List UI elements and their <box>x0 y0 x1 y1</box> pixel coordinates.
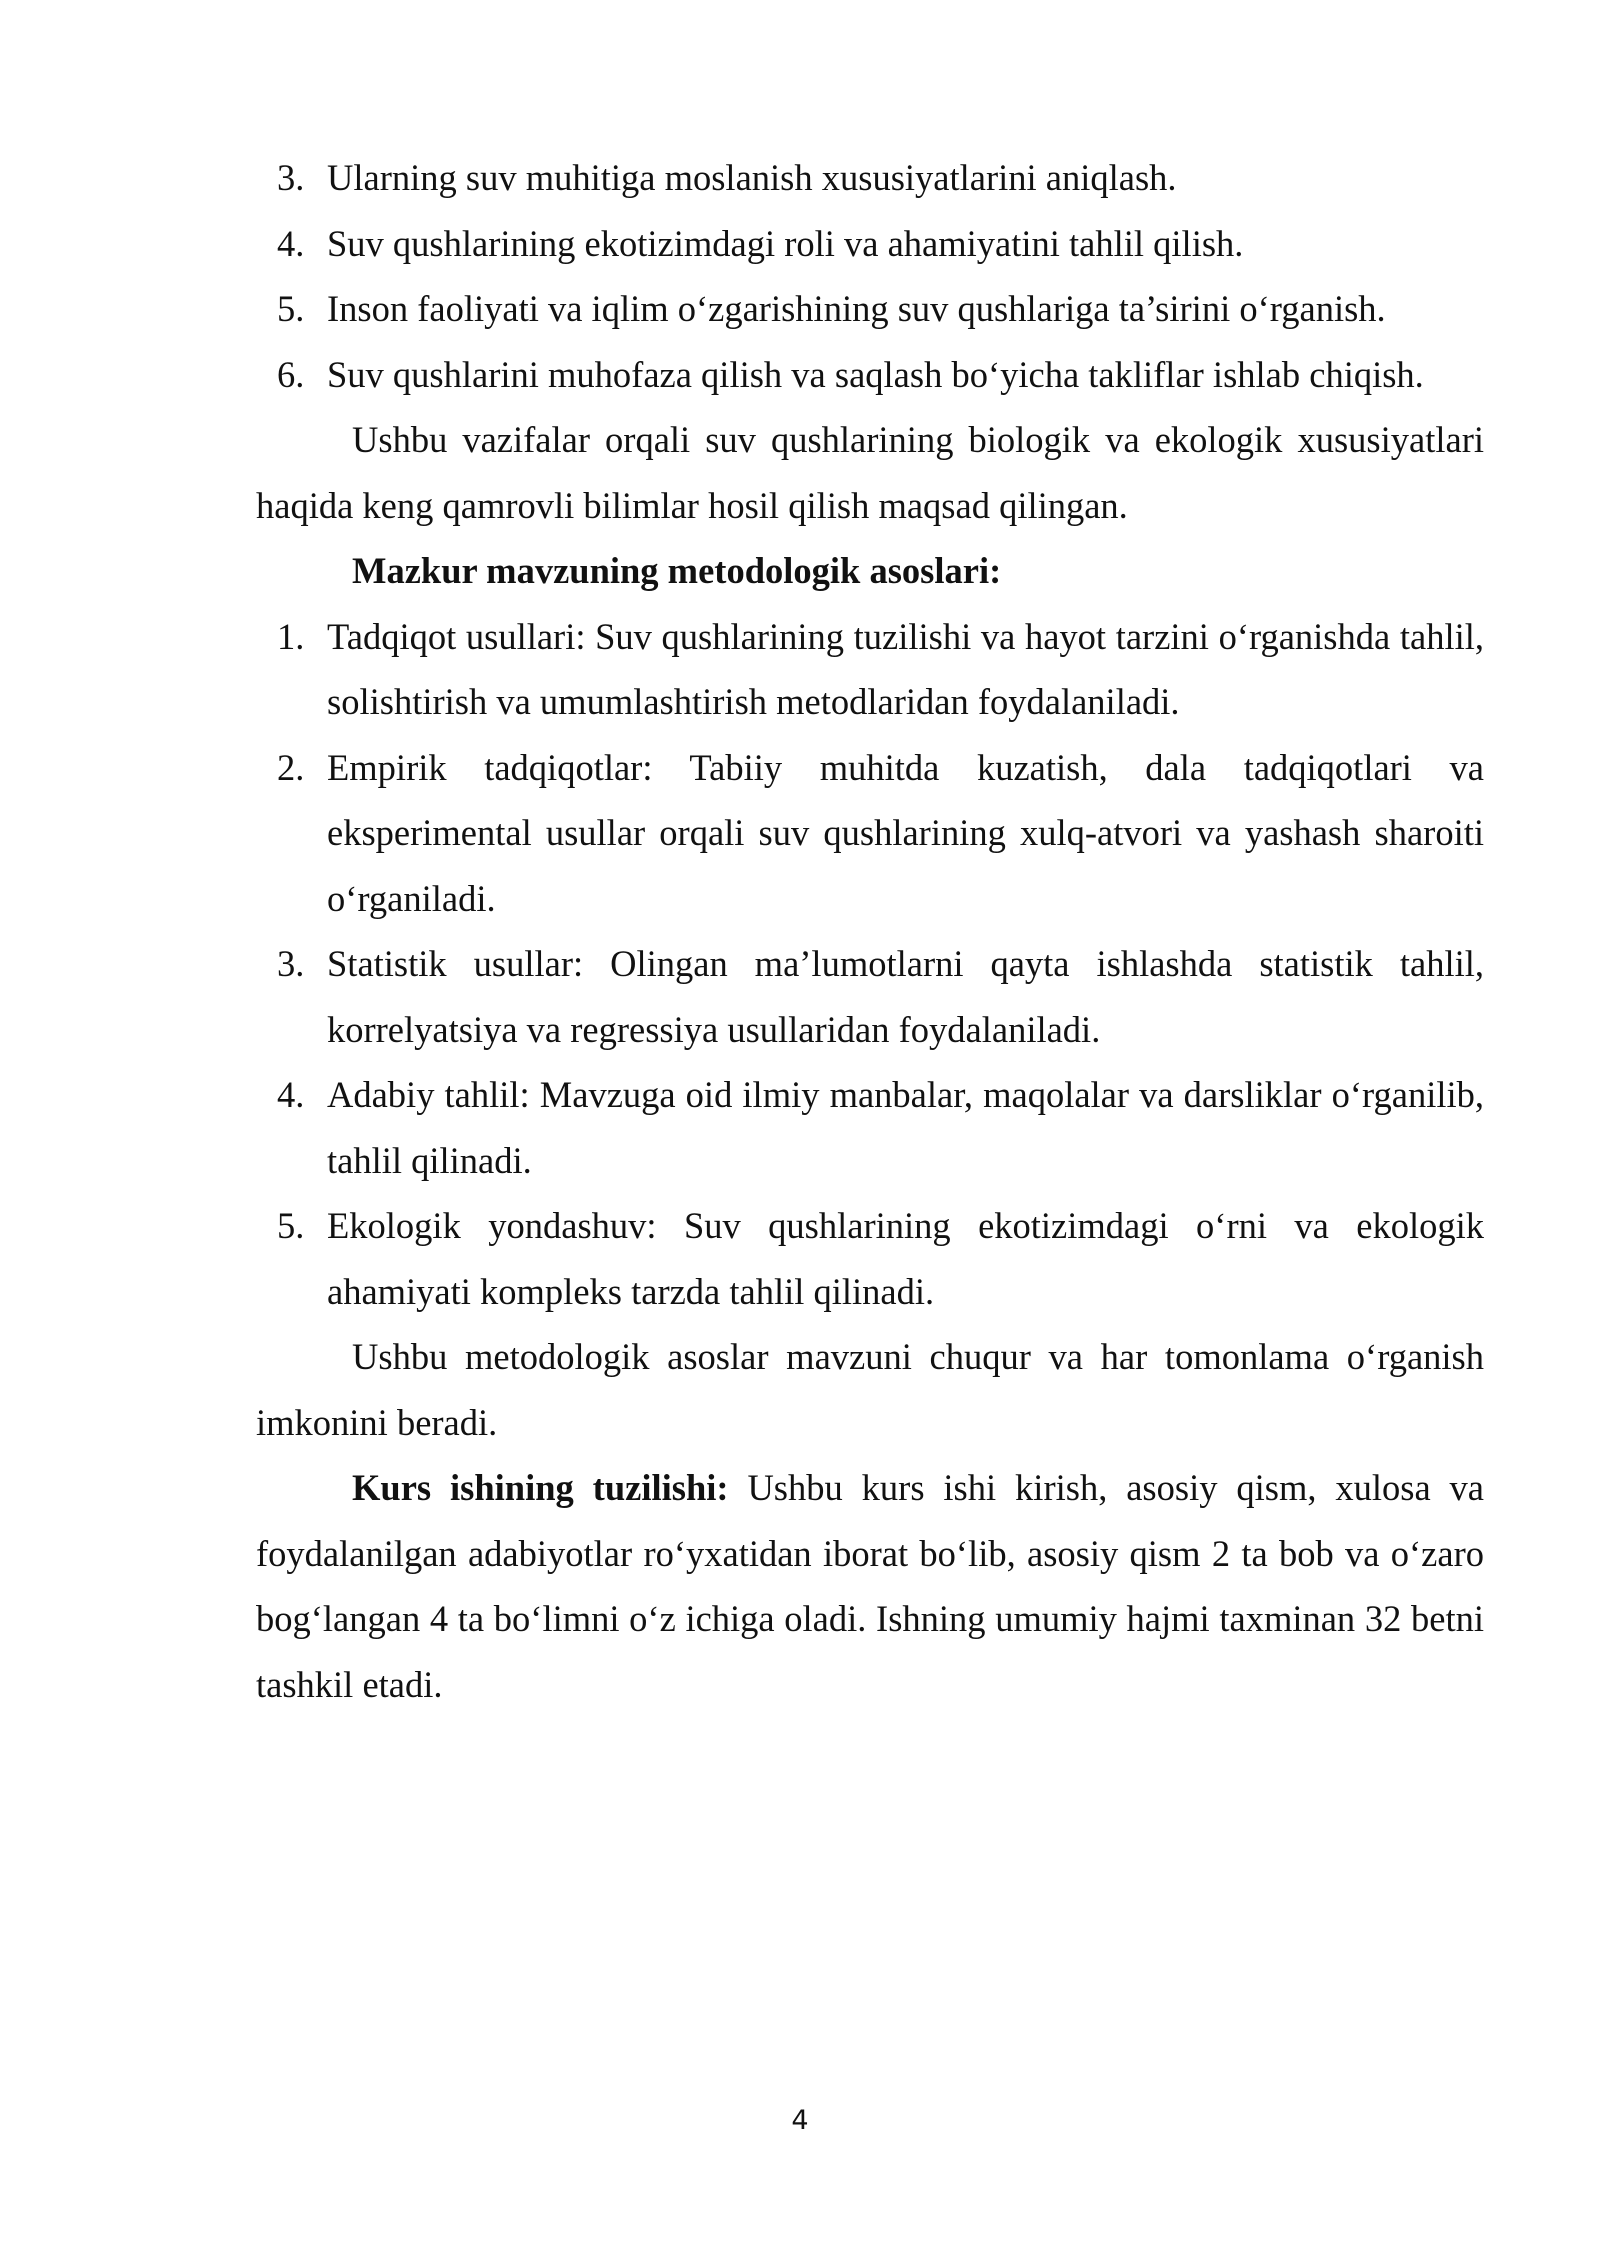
list-item <box>256 1193 1484 1324</box>
list-item <box>256 211 1484 277</box>
list-item <box>256 342 1484 408</box>
list-item-number: 5. <box>277 288 305 329</box>
tasks-summary-paragraph: Ushbu vazifalar orqali suv qushlarining biologik va ekologik xususiyatlari haqida keng qamrovli bilimlar hosil qilish maqsad qilingan. <box>256 419 1484 526</box>
list-item <box>256 145 1484 211</box>
list-item <box>256 276 1484 342</box>
list-item-text: Ularning suv muhitiga moslanish xususiyatlarini aniqlash. <box>327 157 1177 198</box>
list-item-text: Ekologik yondashuv: Suv qushlarining ekotizimdagi o‘rni va ekologik ahamiyati kompleks tarzda tahlil qilinadi. <box>327 1205 1484 1312</box>
page-content <box>256 145 1484 1717</box>
list-item-number: 3. <box>277 157 305 198</box>
list-item-number: 2. <box>277 746 305 788</box>
list-item-text: Suv qushlarini muhofaza qilish va saqlash bo‘yicha takliflar ishlab chiqish. <box>327 353 1424 395</box>
list-item-text: Empirik tadqiqotlar: Tabiiy muhitda kuzatish, dala tadqiqotlari va eksperimental usullar orqali suv qushlarining xulq-atvori va yashash sharoiti o‘rganiladi. <box>327 746 1484 919</box>
list-item-number: 4. <box>277 1074 305 1115</box>
structure-text: Ushbu kurs ishi kirish, asosiy qism, xulosa va foydalanilgan adabiyotlar ro‘yxatidan iborat bo‘lib, asosiy qism 2 ta bob va o‘zaro bog‘langan 4 ta bo‘limni o‘z ichiga oladi. Ishning umumiy hajmi taxminan 32 betni tashkil etadi. <box>256 1467 1485 1705</box>
methodology-summary-paragraph: Ushbu metodologik asoslar mavzuni chuqur va har tomonlama o‘rganish imkonini beradi. <box>256 1336 1484 1443</box>
list-item <box>256 1062 1484 1193</box>
methodology-heading: Mazkur mavzuning metodologik asoslari: <box>352 550 1002 591</box>
methodology-list <box>256 604 1484 1325</box>
list-item-text: Tadqiqot usullari: Suv qushlarining tuzilishi va hayot tarzini o‘rganishda tahlil, solishtirish va umumlashtirish metodlaridan foydalaniladi. <box>327 615 1484 722</box>
list-item-number: 4. <box>277 222 305 264</box>
list-item-number: 3. <box>277 943 305 984</box>
list-item-number: 1. <box>277 615 305 657</box>
structure-paragraph <box>256 1455 1484 1717</box>
list-item-text: Inson faoliyati va iqlim o‘zgarishining suv qushlariga ta’sirini o‘rganish. <box>327 288 1386 329</box>
list-item-text: Adabiy tahlil: Mavzuga oid ilmiy manbalar, maqolalar va darsliklar o‘rganilib, tahlil qilinadi. <box>327 1074 1484 1181</box>
list-item-text: Statistik usullar: Olingan ma’lumotlarni qayta ishlashda statistik tahlil, korrelyatsiya va regressiya usullaridan foydalaniladi. <box>327 943 1484 1050</box>
list-item <box>256 735 1484 932</box>
list-item <box>256 931 1484 1062</box>
structure-lead: Kurs ishining tuzilishi: <box>352 1467 729 1508</box>
tasks-list <box>256 145 1484 407</box>
list-item-number: 6. <box>277 353 305 395</box>
list-item-number: 5. <box>277 1205 305 1246</box>
list-item-text: Suv qushlarining ekotizimdagi roli va ahamiyatini tahlil qilish. <box>327 222 1244 264</box>
list-item <box>256 604 1484 735</box>
page-number: 4 <box>791 2105 809 2136</box>
